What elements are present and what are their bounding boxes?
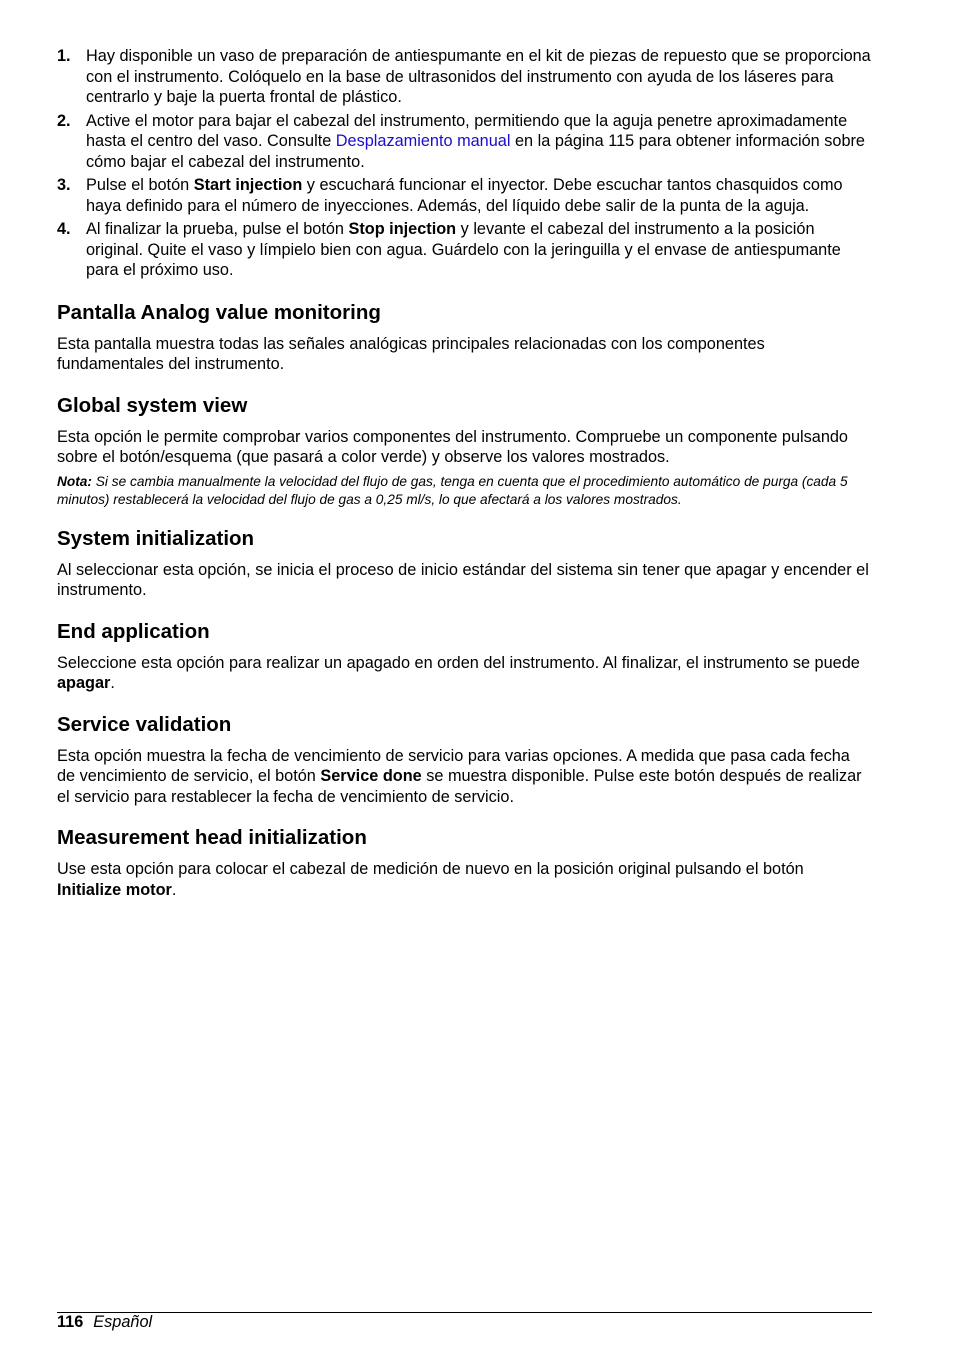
note-label: Nota: [57,473,92,489]
start-injection-term: Start injection [193,176,303,194]
footer-divider [57,1312,872,1313]
step-number: 4. [57,220,71,238]
section-title-service: Service validation [57,712,232,736]
page-number: 116 [57,1313,84,1331]
note-text: Si se cambia manualmente la velocidad del flujo de gas, tenga en cuenta que el procedimiento automático de purga (cada 5 minutos) restablecerá la velocidad del flujo de gas a 0,25 ml/s, lo que afectará a los valores mostrados. [57,473,848,507]
footer-language: Español [93,1313,153,1331]
step-text-pre: Pulse el botón [86,176,194,194]
step-text-post: y escuchará funcionar el inyector. Debe escuchar tantos chasquidos como haya definido para el número de inyecciones. Además, del líquido debe salir de la punta de la aguja. [86,176,843,215]
step-number: 2. [57,111,71,130]
section-title-sysinit: System initialization [57,526,255,550]
section-title-headinit: Measurement head initialization [57,826,367,849]
section-body-global: Esta opción le permite comprobar varios componentes del instrumento. Compruebe un componente pulsando sobre el botón/esquema (que pasará a color verde) y observe los valores mostrados. [57,427,848,466]
section-body-service [57,746,872,808]
step-3 [57,175,872,216]
service-text-pre: Esta opción muestra la fecha de vencimiento de servicio para varias opciones. A medida que pasa cada fecha de vencimiento de servicio, el botón [57,746,850,785]
manual-movement-link[interactable]: Desplazamiento manual [335,132,511,150]
initialize-motor-term: Initialize motor [57,880,172,899]
step-4 [57,219,872,281]
section-body-headinit [57,859,872,900]
endapp-text-pre: Seleccione esta opción para realizar un apagado en orden del instrumento. Al finalizar, el instrumento se puede [57,653,860,672]
service-done-term: Service done [320,767,422,785]
step-text: Hay disponible un vaso de preparación de antiespumante en el kit de piezas de repuesto que se proporciona con el instrumento. Colóquelo en la base de ultrasonidos del instrumento con ayuda de los láseres para centrarlo y baje la puerta frontal de plástico. [86,47,871,106]
step-2 [57,111,872,173]
section-body-analog: Esta pantalla muestra todas las señales analógicas principales relacionadas con los componentes fundamentales del instrumento. [57,334,765,373]
endapp-text-post: . [110,674,115,692]
stop-injection-term: Stop injection [348,220,457,238]
document-page [57,46,872,900]
service-text-post: se muestra disponible. Pulse este botón después de realizar el servicio para restablecer la fecha de vencimiento de servicio. [57,767,862,806]
note [57,473,872,509]
step-number: 3. [57,176,71,194]
step-text-pre: Al finalizar la prueba, pulse el botón [86,220,349,238]
section-body-sysinit: Al seleccionar esta opción, se inicia el proceso de inicio estándar del sistema sin tener que apagar y encender el instrumento. [57,560,869,599]
section-body-endapp [57,653,872,694]
step-text-pre: Active el motor para bajar el cabezal del instrumento, permitiendo que la aguja penetre aproximadamente hasta el centro del vaso. Consulte [86,111,848,150]
procedure-steps [57,46,872,281]
step-text-post: y levante el cabezal del instrumento a la posición original. Quite el vaso y límpielo bien con agua. Guárdelo con la jeringuilla y el envase de antiespumante para el próximo uso. [86,220,841,279]
section-title-global: Global system view [57,393,248,417]
step-number: 1. [57,47,71,65]
headinit-text-pre: Use esta opción para colocar el cabezal de medición de nuevo en la posición original pulsando el botón [57,860,804,878]
step-1 [57,46,872,108]
headinit-text-post: . [171,880,177,899]
page-footer [57,1312,152,1332]
section-title-analog: Pantalla Analog value monitoring [57,300,381,324]
step-text-post: en la página 115 para obtener información sobre cómo bajar el cabezal del instrumento. [86,132,865,171]
section-title-endapp: End application [57,619,210,643]
apagar-term: apagar [57,674,111,692]
